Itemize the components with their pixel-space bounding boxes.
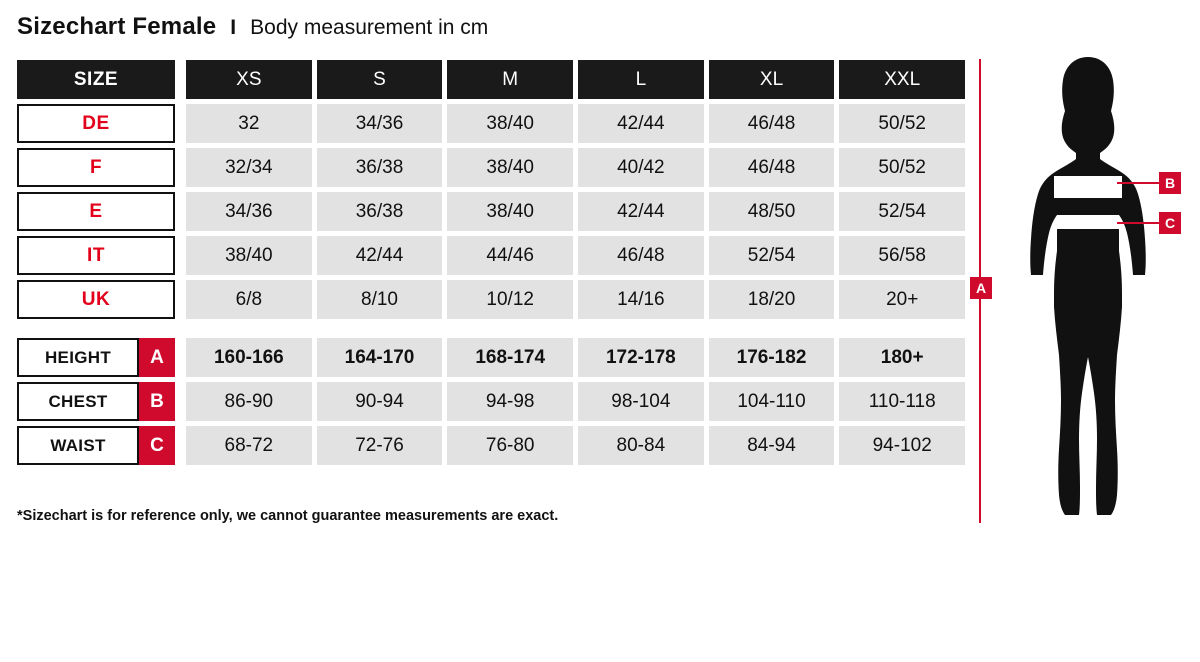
marker-badge-b: B: [139, 382, 175, 421]
marker-badge-a: A: [139, 338, 175, 377]
column-header-l: L: [578, 60, 704, 99]
row-values-uk: [186, 280, 965, 319]
table-row: [17, 104, 965, 143]
column-header-xl: XL: [709, 60, 835, 99]
figure-marker-b: B: [1159, 172, 1181, 194]
title-subtitle: Body measurement in cm: [250, 16, 489, 39]
row-values-height: [186, 338, 965, 377]
cell-e-l: 42/44: [578, 192, 704, 231]
cell-e-xxl: 52/54: [839, 192, 965, 231]
section-divider: [17, 324, 965, 338]
column-header-s: S: [317, 60, 443, 99]
header-columns: [186, 60, 965, 99]
row-label-e: E: [17, 192, 175, 231]
row-values-e: [186, 192, 965, 231]
row-label-de: DE: [17, 104, 175, 143]
cell-chest-l: 98-104: [578, 382, 704, 421]
cell-f-xl: 46/48: [709, 148, 835, 187]
table-row: [17, 192, 965, 231]
cell-waist-xs: 68-72: [186, 426, 312, 465]
cell-it-m: 44/46: [447, 236, 573, 275]
cell-height-xxl: 180+: [839, 338, 965, 377]
row-label-chest: CHEST: [17, 382, 139, 421]
table-row: [17, 236, 965, 275]
cell-uk-xs: 6/8: [186, 280, 312, 319]
cell-chest-xl: 104-110: [709, 382, 835, 421]
row-label-height: HEIGHT: [17, 338, 139, 377]
table-header-row: [17, 60, 965, 99]
cell-it-l: 46/48: [578, 236, 704, 275]
cell-f-l: 40/42: [578, 148, 704, 187]
cell-height-s: 164-170: [317, 338, 443, 377]
cell-it-xxl: 56/58: [839, 236, 965, 275]
page-title: [17, 13, 488, 41]
cell-uk-m: 10/12: [447, 280, 573, 319]
figure-marker-a: A: [970, 277, 992, 299]
cell-uk-s: 8/10: [317, 280, 443, 319]
cell-de-xl: 46/48: [709, 104, 835, 143]
row-label-uk: UK: [17, 280, 175, 319]
cell-e-s: 36/38: [317, 192, 443, 231]
cell-de-m: 38/40: [447, 104, 573, 143]
row-values-chest: [186, 382, 965, 421]
row-values-de: [186, 104, 965, 143]
row-label-height-wrap: [17, 338, 175, 377]
table-row: [17, 148, 965, 187]
row-values-waist: [186, 426, 965, 465]
footnote-text: *Sizechart is for reference only, we cannot guarantee measurements are exact.: [17, 508, 559, 524]
row-label-waist: WAIST: [17, 426, 139, 465]
figure-marker-c: C: [1159, 212, 1181, 234]
row-label-it: IT: [17, 236, 175, 275]
cell-e-xl: 48/50: [709, 192, 835, 231]
row-label-chest-wrap: [17, 382, 175, 421]
cell-waist-m: 76-80: [447, 426, 573, 465]
table-row: [17, 426, 965, 465]
column-header-xs: XS: [186, 60, 312, 99]
cell-height-m: 168-174: [447, 338, 573, 377]
body-figure: [965, 55, 1195, 525]
row-values-it: [186, 236, 965, 275]
female-body-silhouette-icon: [1013, 55, 1163, 517]
column-header-m: M: [447, 60, 573, 99]
cell-f-xxl: 50/52: [839, 148, 965, 187]
column-header-xxl: XXL: [839, 60, 965, 99]
cell-de-s: 34/36: [317, 104, 443, 143]
cell-it-xl: 52/54: [709, 236, 835, 275]
cell-waist-l: 80-84: [578, 426, 704, 465]
cell-uk-l: 14/16: [578, 280, 704, 319]
cell-f-xs: 32/34: [186, 148, 312, 187]
size-chart-table: [17, 60, 965, 470]
cell-chest-xs: 86-90: [186, 382, 312, 421]
table-row: [17, 280, 965, 319]
cell-de-l: 42/44: [578, 104, 704, 143]
cell-e-xs: 34/36: [186, 192, 312, 231]
cell-waist-s: 72-76: [317, 426, 443, 465]
cell-chest-m: 94-98: [447, 382, 573, 421]
cell-f-s: 36/38: [317, 148, 443, 187]
cell-it-xs: 38/40: [186, 236, 312, 275]
cell-height-xl: 176-182: [709, 338, 835, 377]
waist-measure-line: [1117, 222, 1161, 224]
row-label-f: F: [17, 148, 175, 187]
row-values-f: [186, 148, 965, 187]
cell-chest-s: 90-94: [317, 382, 443, 421]
header-size-label: SIZE: [17, 60, 175, 99]
cell-de-xxl: 50/52: [839, 104, 965, 143]
cell-waist-xxl: 94-102: [839, 426, 965, 465]
title-main: Sizechart Female: [17, 13, 217, 40]
chest-measure-line: [1117, 182, 1161, 184]
cell-chest-xxl: 110-118: [839, 382, 965, 421]
table-row: [17, 338, 965, 377]
cell-f-m: 38/40: [447, 148, 573, 187]
cell-height-xs: 160-166: [186, 338, 312, 377]
cell-e-m: 38/40: [447, 192, 573, 231]
table-row: [17, 382, 965, 421]
cell-it-s: 42/44: [317, 236, 443, 275]
cell-waist-xl: 84-94: [709, 426, 835, 465]
cell-uk-xxl: 20+: [839, 280, 965, 319]
cell-height-l: 172-178: [578, 338, 704, 377]
title-separator: I: [230, 16, 237, 39]
row-label-waist-wrap: [17, 426, 175, 465]
cell-de-xs: 32: [186, 104, 312, 143]
marker-badge-c: C: [139, 426, 175, 465]
cell-uk-xl: 18/20: [709, 280, 835, 319]
